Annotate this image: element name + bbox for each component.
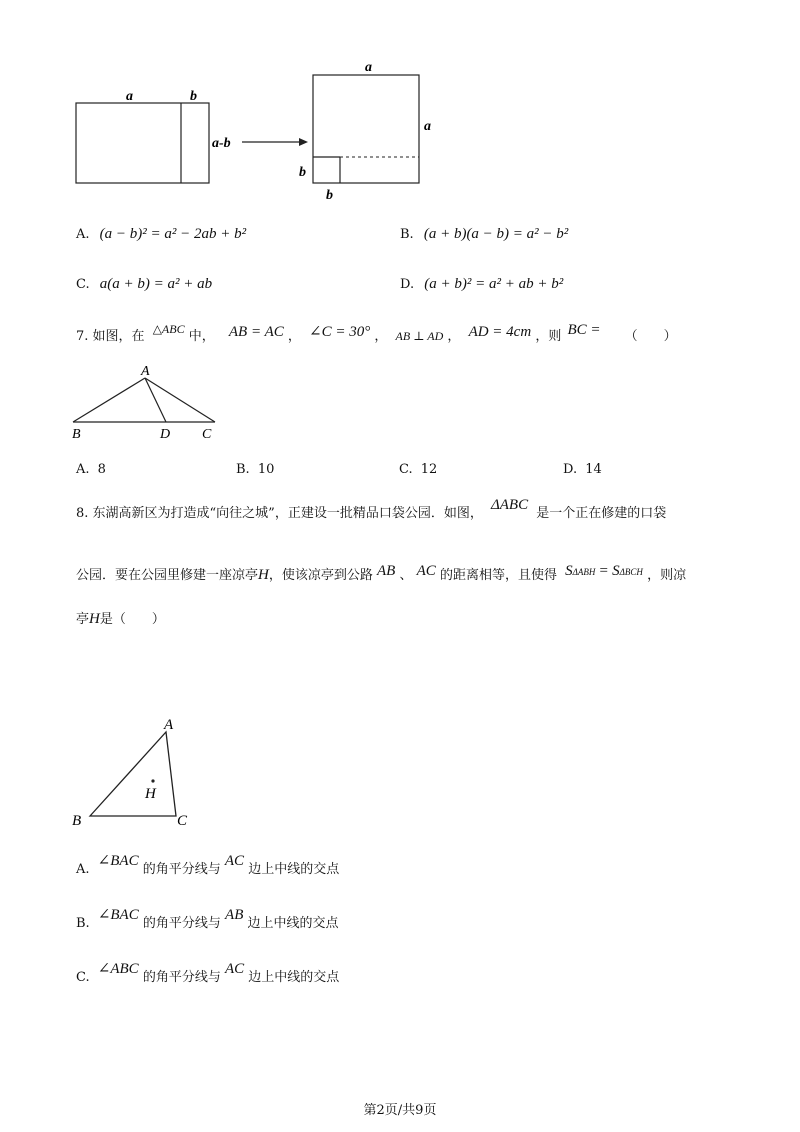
point-h xyxy=(151,779,154,782)
q8-ac: AC xyxy=(416,563,436,579)
option-mid: 的角平分线与 xyxy=(142,916,221,931)
q8-eq: = xyxy=(599,563,608,579)
option-letter: C. xyxy=(76,970,90,985)
triangle-abc xyxy=(90,732,176,816)
label-h: H xyxy=(145,786,156,802)
option-value: 14 xyxy=(585,462,602,477)
q8-option-a[interactable] xyxy=(76,853,340,878)
vertex-a: A xyxy=(141,364,150,379)
q7-sep2: ， xyxy=(374,329,388,344)
q8-line2-text2: ，使该凉亭到公路 xyxy=(268,568,373,583)
q8-line1 xyxy=(76,497,667,522)
q8-line1-end: 是一个正在修建的口袋 xyxy=(536,506,667,521)
option-letter: B. xyxy=(76,916,90,931)
q6-option-b[interactable] xyxy=(400,226,568,243)
vertex-c: C xyxy=(177,813,188,829)
option-letter: C. xyxy=(76,277,90,292)
label-b-left: b xyxy=(190,89,197,104)
q8-ab: AB xyxy=(377,563,396,579)
side-ab xyxy=(73,378,145,422)
q7-stem xyxy=(76,322,677,345)
label-b-bottom: b xyxy=(326,188,333,203)
option-side: AC xyxy=(224,853,245,869)
q8-line1-text: 8. 东湖高新区为打造成“向往之城”，正建设一批精品口袋公园．如图， xyxy=(76,506,483,521)
option-expr: a(a + b) = a² + ab xyxy=(99,276,213,292)
q7-cond4: AD = 4cm xyxy=(468,324,532,340)
vertex-b: B xyxy=(72,813,82,829)
option-end: 边上中线的交点 xyxy=(247,916,339,931)
q8-h2: H xyxy=(89,611,100,627)
option-angle: ∠BAC xyxy=(97,907,139,923)
q8-triangle: ΔABC xyxy=(490,497,529,513)
label-a-left: a xyxy=(126,89,133,104)
q8-option-b[interactable] xyxy=(76,907,339,932)
option-value: 12 xyxy=(420,462,438,477)
option-side: AB xyxy=(225,907,244,923)
big-square xyxy=(313,75,419,183)
q8-triangle-figure xyxy=(60,708,210,834)
option-expr: (a − b)² = a² − 2ab + b² xyxy=(99,226,247,242)
q7-cond3: AB ⊥ AD xyxy=(395,329,444,343)
option-letter: B. xyxy=(400,227,414,242)
q7-sep3: ， xyxy=(447,329,461,344)
square-diagram xyxy=(60,50,480,210)
q8-line2-text3: 的距离相等，且使得 xyxy=(439,568,557,583)
q8-option-c[interactable] xyxy=(76,961,340,986)
option-letter: B. xyxy=(236,462,250,477)
option-mid: 的角平分线与 xyxy=(142,862,221,877)
q7-option-b[interactable] xyxy=(236,462,274,477)
option-value: 8 xyxy=(97,462,106,477)
q8-line3 xyxy=(76,608,165,628)
option-letter: D. xyxy=(563,462,578,477)
q7-option-d[interactable] xyxy=(563,462,602,477)
vertex-c: C xyxy=(202,427,212,442)
left-rectangle xyxy=(76,103,209,183)
q8-h: H xyxy=(258,567,269,583)
option-letter: D. xyxy=(400,277,415,292)
q7-option-a[interactable] xyxy=(76,462,106,477)
q7-triangle-figure xyxy=(60,362,240,444)
q8-line3-end: 是（ ） xyxy=(99,612,165,627)
option-end: 边上中线的交点 xyxy=(248,862,340,877)
arrow-head xyxy=(299,138,308,146)
q7-sep1: ， xyxy=(287,329,301,344)
vertex-d: D xyxy=(160,427,171,442)
label-a-right: a xyxy=(424,119,431,134)
q8-line2 xyxy=(76,564,686,584)
q6-option-d[interactable] xyxy=(400,276,563,293)
q8-dun: 、 xyxy=(399,568,413,583)
q7-zhong: 中， xyxy=(188,329,215,344)
vertex-a: A xyxy=(164,717,174,733)
option-end: 边上中线的交点 xyxy=(248,970,340,985)
option-letter: A. xyxy=(76,462,90,477)
option-expr: (a + b)(a − b) = a² − b² xyxy=(423,226,569,242)
q8-area-eq xyxy=(565,564,647,579)
q8-s1: S xyxy=(565,563,573,579)
q7-paren: （ ） xyxy=(624,329,677,344)
option-side: AC xyxy=(224,961,245,977)
q6-option-c[interactable] xyxy=(76,276,212,293)
q8-line2-text: 公园．要在公园里修建一座凉亭 xyxy=(76,568,259,583)
q8-s2: S xyxy=(612,563,620,579)
label-b-side: b xyxy=(299,165,306,180)
option-expr: (a + b)² = a² + ab + b² xyxy=(424,276,564,292)
vertex-b: B xyxy=(72,427,81,442)
option-angle: ∠BAC xyxy=(97,853,139,869)
q8-s2-sub: ΔBCH xyxy=(619,567,643,577)
option-letter: A. xyxy=(76,227,90,242)
q7-triangle: △ABC xyxy=(152,322,185,336)
option-value: 10 xyxy=(257,462,275,477)
q7-bc: BC = xyxy=(567,322,601,338)
q8-line3-text: 亭 xyxy=(76,612,90,627)
q8-line2-end: ，则凉 xyxy=(647,568,687,583)
q7-ze: ，则 xyxy=(535,329,562,344)
option-mid: 的角平分线与 xyxy=(142,970,221,985)
page-footer: 第2页/共9页 xyxy=(363,1103,437,1118)
q8-s1-sub: ΔABH xyxy=(572,567,596,577)
option-letter: A. xyxy=(76,862,90,877)
label-a-top: a xyxy=(365,60,372,75)
q7-cond1: AB = AC xyxy=(228,324,284,340)
option-letter: C. xyxy=(399,462,413,477)
label-amb: a-b xyxy=(212,136,231,151)
q7-prefix: 7. 如图，在 xyxy=(76,329,145,344)
q7-cond2: ∠C = 30° xyxy=(309,324,371,340)
q7-option-c[interactable] xyxy=(399,462,437,477)
q6-option-a[interactable] xyxy=(76,226,246,243)
option-angle: ∠ABC xyxy=(97,961,139,977)
